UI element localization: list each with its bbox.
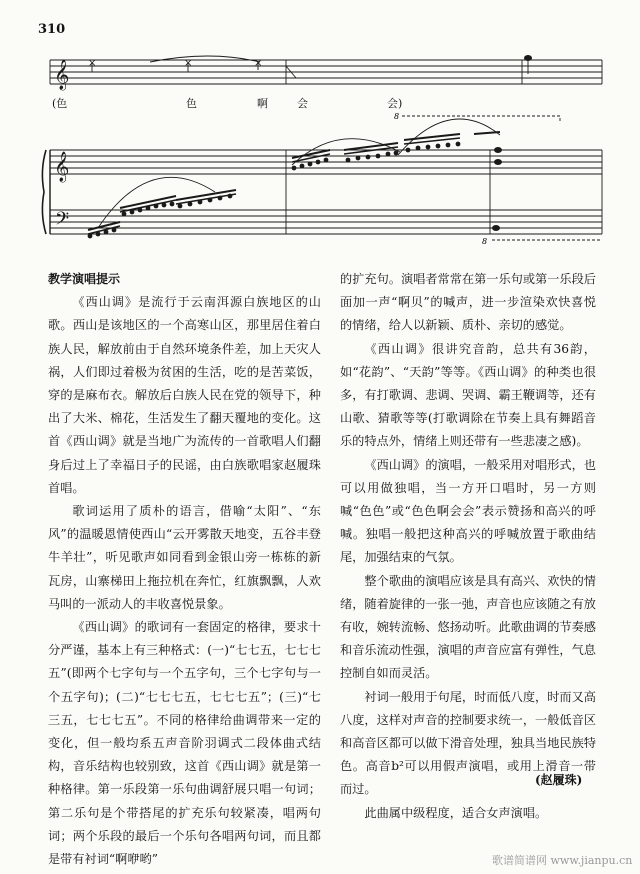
- music-score: [0, 0, 640, 260]
- author-credit: (赵履珠): [535, 773, 583, 787]
- svg-text:𝄞: 𝄞: [54, 60, 70, 90]
- paragraph: 的扩充句。演唱者常常在第一乐句或第一乐段后面加一声“啊贝”的喊声，进一步渲染欢快喜悦的情绪，给人以新颖、质朴、亲切的感觉。: [340, 272, 596, 333]
- svg-text:×: ×: [184, 58, 193, 69]
- octave-mark-lower: 8: [482, 237, 488, 246]
- paragraph: 《西山调》的歌词有一套固定的格律，要求十分严谨，基本上有三种格式：(一)“七七五，七七七五”(即两个七字句与一个五字句，三个七字句与一个五字句)；(二)“七七七五，七七七五”；(三)“七三五，七七七五”。不同的格律给曲调带来一定的变化，但一般均系五声音阶羽调式二段体曲式结构，音乐结构也较别致，这首《西山调》就是第一种格律。第一乐段第一乐句曲调舒展只唱一句词；第二乐句是个带搭尾的扩充乐句较紧凑，唱两句词；两个乐段的最后一个乐句各唱两句词，而且都是带有衬词“啊咿哟”: [48, 620, 321, 867]
- octave-mark-upper: 8: [394, 112, 400, 121]
- svg-text:𝄢: 𝄢: [55, 209, 70, 234]
- paragraph: 整个歌曲的演唱应该是具有高兴、欢快的情绪，随着旋律的一张一弛，声音也应该随之有放有收，婉转流畅、悠扬动听。此歌曲调的节奏感和音乐流动性强，演唱的声音应富有弹性，气息控制自如而灵活。: [340, 573, 596, 681]
- paragraph: 《西山调》的演唱，一般采用对唱形式，也可以用做独唱，当一方开口唱时，另一方则喊“色色”或“色色啊会会”表示赞扬和高兴的呼喊。独唱一般把这种高兴的呼喊放置于歌曲结尾，加强结束的气氛。: [340, 457, 596, 565]
- paragraph: 衬词一般用于句尾，时而低八度，时而又高八度，这样对声音的控制要求统一，一般低音区和高音区都可以做下滑音处理，独具当地民族特色。高音b²可以用假声演唱，或用上滑音一带而过。: [340, 689, 596, 797]
- page-number: 310: [38, 22, 66, 37]
- lyric-syllable: (色: [52, 97, 68, 110]
- lyric-syllable: 会): [387, 97, 403, 110]
- section-heading: 教学演唱提示: [48, 272, 121, 286]
- lyric-syllable: 会: [297, 97, 308, 110]
- paragraph: 《西山调》是流行于云南洱源白族地区的山歌。西山是该地区的一个高寒山区，那里居住着白族人民，解放前由于自然环境条件差，加上天灾人祸，人们即过着极为贫困的生活，吃的是苦菜饭，穿的是麻布衣。解放后白族人民在党的领导下，种出了大米、棉花，生活发生了翻天覆地的变化。这首《西山调》就是当地广为流传的一首歌唱人们翻身后过上了幸福日子的民谣，由白族歌唱家赵履珠首唱。: [48, 295, 321, 495]
- svg-text:×: ×: [88, 58, 97, 69]
- paragraph: 此曲属中级程度，适合女声演唱。: [364, 805, 548, 820]
- paragraph: 《西山调》很讲究音韵，总共有36韵，如“花韵”、“天韵”等等。《西山调》的种类也很多，有打歌调、悲调、哭调、霸王鞭调等，还有山歌、猜歌等等(打歌调除在节奏上具有舞蹈音乐的特点外，情绪上则还带有一些悲凄之感)。: [340, 341, 596, 449]
- lyric-syllable: 色: [186, 97, 197, 110]
- site-watermark: 歌谱简谱网 www.jianpu.cn: [492, 854, 633, 867]
- paragraph: 歌词运用了质朴的语言，借喻“太阳”、“东风”的温暖恩情使西山“云开雾散天地变，五谷丰登牛羊壮”，听见歌声如同看到金银山旁一栋栋的新瓦房，山寨梯田上拖拉机在奔忙，红旗飘飘，人欢马叫的一派动人的丰收喜悦景象。: [48, 504, 321, 611]
- text-column-left: [48, 268, 321, 871]
- lyric-syllable: 啊: [257, 97, 268, 110]
- text-column-right: [340, 268, 596, 825]
- svg-text:×: ×: [254, 58, 263, 69]
- score-lyrics: [52, 95, 402, 113]
- voice-staff: [50, 60, 602, 84]
- svg-text:𝄞: 𝄞: [54, 152, 70, 182]
